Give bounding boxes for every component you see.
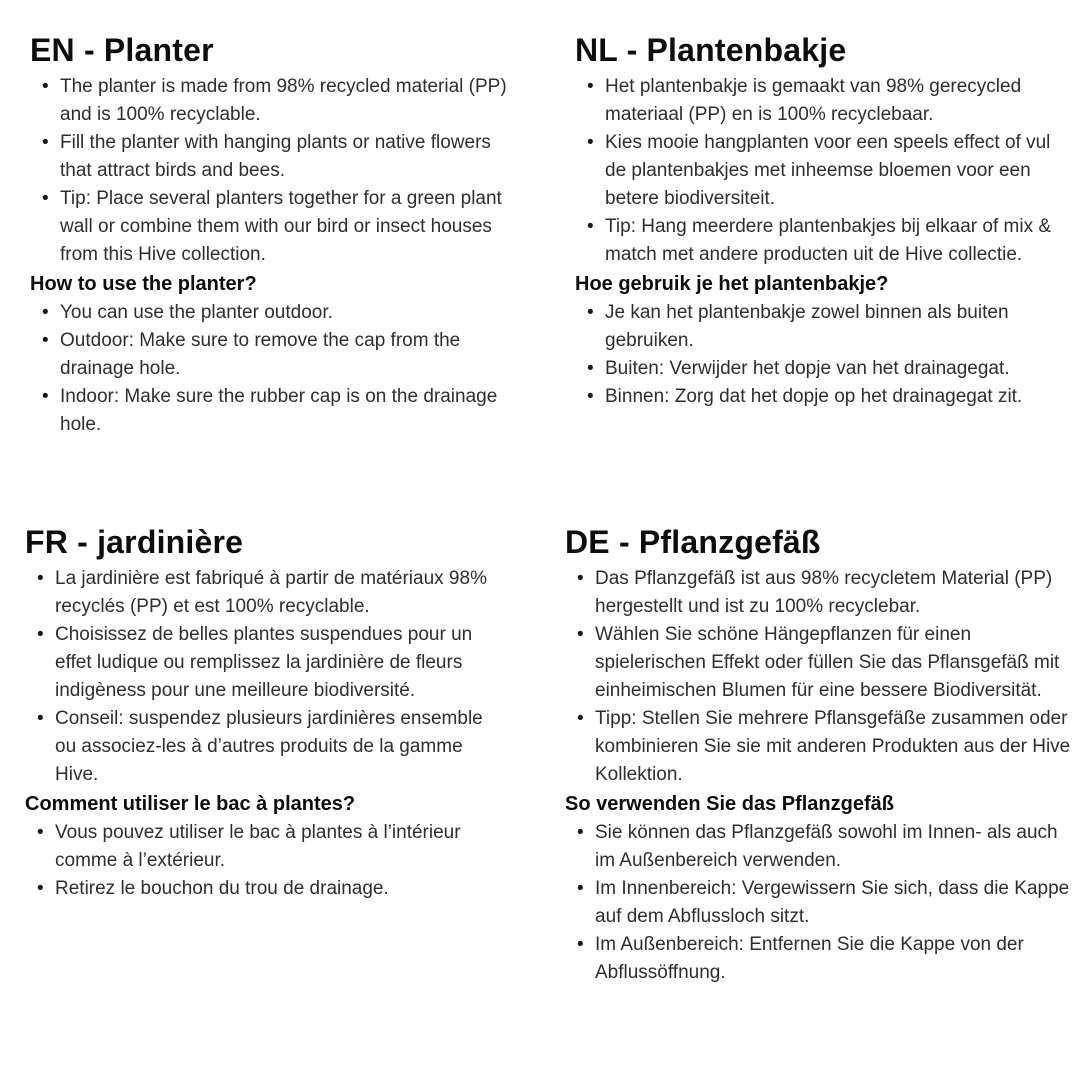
section-nl-bullets [575,73,1071,269]
section-fr-subheading: Comment utiliser le bac à plantes? [25,793,356,815]
section-de-subheading: So verwenden Sie das Pflanzgefäß [565,793,894,815]
bullet-item: • Outdoor: Make sure to remove the cap from the drainage hole. [42,327,510,383]
bullet-item: • Kies mooie hangplanten voor een speels effect of vul de plantenbakjes met inheemse bloemen voor een betere biodiversiteit. [587,129,1071,213]
bullet-item: • Tip: Place several planters together for a green plant wall or combine them with our bird or insect houses from this Hive collection. [42,185,510,269]
bullet-item: • La jardinière est fabriqué à partir de matériaux 98% recyclés (PP) et est 100% recyclable. [37,565,509,621]
bullet-item: • Im Innenbereich: Vergewissern Sie sich, dass die Kappe auf dem Abflussloch sitzt. [577,875,1077,931]
bullet-item: • Retirez le bouchon du trou de drainage. [37,875,509,903]
section-fr [25,522,509,903]
bullet-item: • Wählen Sie schöne Hängepflanzen für einen spielerischen Effekt oder füllen Sie das Pflansgefäß mit einheimischen Blumen für eine bessere Biodiversität. [577,621,1077,705]
section-nl-title: NL - Plantenbakje [575,32,847,68]
bullet-item: • Im Außenbereich: Entfernen Sie die Kappe von der Abflussöffnung. [577,931,1077,987]
section-de-sub-bullets [565,819,1077,987]
bullet-item: • Das Pflanzgefäß ist aus 98% recycletem Material (PP) hergestellt und ist zu 100% recyclebar. [577,565,1077,621]
bullet-item: • Buiten: Verwijder het dopje van het drainagegat. [587,355,1071,383]
section-en-bullets [30,73,510,269]
bullet-item: • Je kan het plantenbakje zowel binnen als buiten gebruiken. [587,299,1071,355]
bullet-item: • Het plantenbakje is gemaakt van 98% gerecycled materiaal (PP) en is 100% recyclebaar. [587,73,1071,129]
bullet-item: • Tip: Hang meerdere plantenbakjes bij elkaar of mix & match met andere producten uit de Hive collectie. [587,213,1071,269]
bullet-item: • Sie können das Pflanzgefäß sowohl im Innen- als auch im Außenbereich verwenden. [577,819,1077,875]
section-de [565,522,1077,987]
section-en-sub-bullets [30,299,510,439]
section-fr-title: FR - jardinière [25,524,244,560]
bullet-item: • Indoor: Make sure the rubber cap is on the drainage hole. [42,383,510,439]
section-nl [575,30,1071,411]
section-en [30,30,510,439]
section-en-subheading: How to use the planter? [30,273,257,295]
section-de-bullets [565,565,1077,789]
bullet-item: • Tipp: Stellen Sie mehrere Pflansgefäße zusammen oder kombinieren Sie sie mit anderen Produkten aus der Hive Kollektion. [577,705,1077,789]
bullet-item: • The planter is made from 98% recycled material (PP) and is 100% recyclable. [42,73,510,129]
bullet-item: • Conseil: suspendez plusieurs jardinières ensemble ou associez-les à d’autres produits de la gamme Hive. [37,705,509,789]
bullet-item: • Fill the planter with hanging plants or native flowers that attract birds and bees. [42,129,510,185]
section-fr-bullets [25,565,509,789]
section-en-title: EN - Planter [30,32,214,68]
bullet-item: • Vous pouvez utiliser le bac à plantes à l’intérieur comme à l’extérieur. [37,819,509,875]
section-nl-subheading: Hoe gebruik je het plantenbakje? [575,273,889,295]
bullet-item: • Choisissez de belles plantes suspendues pour un effet ludique ou remplissez la jardinière de fleurs indigèness pour une meilleure biodiversité. [37,621,509,705]
section-fr-sub-bullets [25,819,509,903]
bullet-item: • Binnen: Zorg dat het dopje op het drainagegat zit. [587,383,1071,411]
bullet-item: • You can use the planter outdoor. [42,299,510,327]
section-de-title: DE - Pflanzgefäß [565,524,821,560]
section-nl-sub-bullets [575,299,1071,411]
